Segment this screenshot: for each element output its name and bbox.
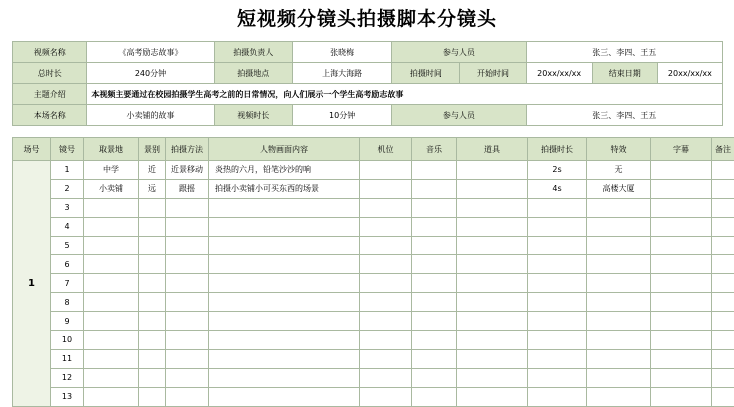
shot-number-cell[interactable]: 5: [51, 236, 84, 255]
table-row: [13, 236, 734, 255]
shot-effects-cell[interactable]: [587, 236, 651, 255]
shot-subtitle-cell[interactable]: [651, 312, 712, 331]
shot-number-cell[interactable]: 6: [51, 255, 84, 274]
shot-method-cell[interactable]: [166, 387, 209, 406]
shot-props-cell[interactable]: [457, 349, 528, 368]
shot-duration-cell[interactable]: [528, 236, 587, 255]
shot-props-cell[interactable]: [457, 255, 528, 274]
shot-number-cell[interactable]: 1: [51, 161, 84, 180]
table-row: [13, 368, 734, 387]
shot-props-cell[interactable]: [457, 331, 528, 350]
header-shot-no: 镜号: [51, 138, 84, 161]
shot-music-cell[interactable]: [412, 161, 457, 180]
shot-props-cell[interactable]: [457, 274, 528, 293]
shot-number-cell[interactable]: 10: [51, 331, 84, 350]
shot-duration-cell[interactable]: [528, 198, 587, 217]
shot-effects-cell[interactable]: [587, 198, 651, 217]
shot-shot-size-cell[interactable]: [139, 255, 166, 274]
shot-content-cell[interactable]: [209, 312, 360, 331]
end-date-label: 结束日期: [592, 63, 657, 84]
shot-music-cell[interactable]: [412, 312, 457, 331]
shot-method-cell[interactable]: [166, 217, 209, 236]
shot-notes-cell[interactable]: [712, 217, 734, 236]
shot-subtitle-cell[interactable]: [651, 255, 712, 274]
header-notes: 备注: [712, 138, 734, 161]
shot-notes-cell[interactable]: [712, 387, 734, 406]
video-name-value[interactable]: 《高考励志故事》: [87, 42, 214, 63]
shot-method-cell[interactable]: [166, 331, 209, 350]
header-scene-no: 场号: [13, 138, 51, 161]
table-row: [13, 161, 734, 180]
shot-subtitle-cell[interactable]: [651, 387, 712, 406]
scene-number-cell[interactable]: 1: [13, 161, 51, 407]
shot-subtitle-cell[interactable]: [651, 349, 712, 368]
participants2-label: 参与人员: [392, 105, 526, 126]
shot-subtitle-cell[interactable]: [651, 236, 712, 255]
shot-shot-size-cell[interactable]: [139, 293, 166, 312]
shot-shot-size-cell[interactable]: [139, 274, 166, 293]
shot-method-cell[interactable]: [166, 312, 209, 331]
shot-content-cell[interactable]: [209, 274, 360, 293]
shot-place-cell[interactable]: [84, 236, 139, 255]
shot-camera-cell[interactable]: [360, 387, 412, 406]
shot-effects-cell[interactable]: [587, 255, 651, 274]
shot-method-cell[interactable]: 跟摇: [166, 179, 209, 198]
shot-content-cell[interactable]: [209, 255, 360, 274]
shot-content-cell[interactable]: [209, 198, 360, 217]
shot-method-cell[interactable]: [166, 236, 209, 255]
shot-number-cell[interactable]: 2: [51, 179, 84, 198]
theme-value[interactable]: 本视频主要通过在校园拍摄学生高考之前的日常情况，向人们展示一个学生高考励志故事: [87, 84, 723, 105]
shot-place-cell[interactable]: [84, 293, 139, 312]
shot-table: [12, 137, 734, 407]
shot-music-cell[interactable]: [412, 274, 457, 293]
shot-method-cell[interactable]: 近景移动: [166, 161, 209, 180]
shot-content-cell[interactable]: [209, 331, 360, 350]
shot-camera-cell[interactable]: [360, 331, 412, 350]
header-effects: 特效: [587, 138, 651, 161]
shot-place-cell[interactable]: 中学: [84, 161, 139, 180]
shot-duration-cell[interactable]: [528, 368, 587, 387]
shot-music-cell[interactable]: [412, 349, 457, 368]
shot-subtitle-cell[interactable]: [651, 161, 712, 180]
theme-label: 主题介绍: [13, 84, 87, 105]
shot-shot-size-cell[interactable]: [139, 368, 166, 387]
total-duration-value[interactable]: 240分钟: [87, 63, 214, 84]
header-method: 拍摄方法: [166, 138, 209, 161]
table-row: [13, 349, 734, 368]
shot-number-cell[interactable]: 7: [51, 274, 84, 293]
shot-effects-cell[interactable]: [587, 387, 651, 406]
shot-music-cell[interactable]: [412, 217, 457, 236]
video-duration-label: 视频时长: [214, 105, 293, 126]
shot-duration-cell[interactable]: [528, 255, 587, 274]
video-name-label: 视频名称: [13, 42, 87, 63]
shot-music-cell[interactable]: [412, 368, 457, 387]
start-time-value[interactable]: 20xx/xx/xx: [526, 63, 592, 84]
shot-subtitle-cell[interactable]: [651, 293, 712, 312]
shot-subtitle-cell[interactable]: [651, 217, 712, 236]
shot-props-cell[interactable]: [457, 387, 528, 406]
table-row: [13, 293, 734, 312]
shot-duration-cell[interactable]: [528, 293, 587, 312]
shot-camera-cell[interactable]: [360, 255, 412, 274]
shot-music-cell[interactable]: [412, 236, 457, 255]
shot-place-cell[interactable]: [84, 198, 139, 217]
scene-name-label: 本场名称: [13, 105, 87, 126]
shot-place-cell[interactable]: [84, 331, 139, 350]
shot-shot-size-cell[interactable]: [139, 387, 166, 406]
shot-props-cell[interactable]: [457, 312, 528, 331]
shot-effects-cell[interactable]: [587, 349, 651, 368]
video-duration-value[interactable]: 10分钟: [293, 105, 392, 126]
shot-content-cell[interactable]: [209, 236, 360, 255]
shot-subtitle-cell[interactable]: [651, 179, 712, 198]
shot-duration-cell[interactable]: [528, 217, 587, 236]
shot-camera-cell[interactable]: [360, 161, 412, 180]
shot-subtitle-cell[interactable]: [651, 368, 712, 387]
shot-number-cell[interactable]: 8: [51, 293, 84, 312]
director-value[interactable]: 张晓梅: [293, 42, 392, 63]
shot-number-cell[interactable]: 11: [51, 349, 84, 368]
shot-number-cell[interactable]: 3: [51, 198, 84, 217]
shot-notes-cell[interactable]: [712, 198, 734, 217]
shot-number-cell[interactable]: 4: [51, 217, 84, 236]
shot-props-cell[interactable]: [457, 293, 528, 312]
end-date-value[interactable]: 20xx/xx/xx: [657, 63, 722, 84]
shot-place-cell[interactable]: [84, 217, 139, 236]
shot-duration-cell[interactable]: [528, 387, 587, 406]
shot-effects-cell[interactable]: [587, 217, 651, 236]
shot-notes-cell[interactable]: [712, 312, 734, 331]
shot-camera-cell[interactable]: [360, 368, 412, 387]
director-label: 拍摄负责人: [214, 42, 293, 63]
shot-props-cell[interactable]: [457, 217, 528, 236]
shot-notes-cell[interactable]: [712, 274, 734, 293]
start-time-label: 开始时间: [460, 63, 526, 84]
shot-camera-cell[interactable]: [360, 179, 412, 198]
shot-effects-cell[interactable]: [587, 368, 651, 387]
shot-content-cell[interactable]: [209, 217, 360, 236]
shot-notes-cell[interactable]: [712, 331, 734, 350]
shot-subtitle-cell[interactable]: [651, 331, 712, 350]
shot-notes-cell[interactable]: [712, 349, 734, 368]
shot-duration-cell[interactable]: [528, 312, 587, 331]
shot-effects-cell[interactable]: [587, 312, 651, 331]
shot-effects-cell[interactable]: [587, 274, 651, 293]
shot-notes-cell[interactable]: [712, 255, 734, 274]
shot-effects-cell[interactable]: 高楼大厦: [587, 179, 651, 198]
shot-place-cell[interactable]: [84, 387, 139, 406]
shot-camera-cell[interactable]: [360, 236, 412, 255]
shot-content-cell[interactable]: [209, 387, 360, 406]
shot-props-cell[interactable]: [457, 236, 528, 255]
shot-music-cell[interactable]: [412, 179, 457, 198]
shot-number-cell[interactable]: 13: [51, 387, 84, 406]
shot-music-cell[interactable]: [412, 255, 457, 274]
shot-effects-cell[interactable]: 无: [587, 161, 651, 180]
shot-method-cell[interactable]: [166, 255, 209, 274]
shot-shot-size-cell[interactable]: [139, 217, 166, 236]
shot-content-cell[interactable]: 炎热的六月，铅笔沙沙的响: [209, 161, 360, 180]
participants-value[interactable]: 张三、李四、王五: [526, 42, 722, 63]
shot-duration-cell[interactable]: 4s: [528, 179, 587, 198]
shot-camera-cell[interactable]: [360, 349, 412, 368]
shot-shot-size-cell[interactable]: [139, 236, 166, 255]
shot-camera-cell[interactable]: [360, 217, 412, 236]
shot-place-cell[interactable]: 小卖铺: [84, 179, 139, 198]
shoot-time-label: 拍摄时间: [392, 63, 460, 84]
header-subtitle: 字幕: [651, 138, 712, 161]
header-music: 音乐: [412, 138, 457, 161]
shot-content-cell[interactable]: [209, 368, 360, 387]
shot-place-cell[interactable]: [84, 349, 139, 368]
total-duration-label: 总时长: [13, 63, 87, 84]
shot-subtitle-cell[interactable]: [651, 198, 712, 217]
shot-props-cell[interactable]: [457, 179, 528, 198]
shot-camera-cell[interactable]: [360, 312, 412, 331]
shot-effects-cell[interactable]: [587, 293, 651, 312]
location-value[interactable]: 上海大海路: [293, 63, 392, 84]
shot-method-cell[interactable]: [166, 293, 209, 312]
shot-props-cell[interactable]: [457, 198, 528, 217]
shot-shot-size-cell[interactable]: 远: [139, 179, 166, 198]
shot-notes-cell[interactable]: [712, 236, 734, 255]
shot-camera-cell[interactable]: [360, 274, 412, 293]
shot-music-cell[interactable]: [412, 293, 457, 312]
header-content: 人物画面内容: [209, 138, 360, 161]
table-row: [13, 255, 734, 274]
shot-place-cell[interactable]: [84, 274, 139, 293]
shot-shot-size-cell[interactable]: 近: [139, 161, 166, 180]
shot-place-cell[interactable]: [84, 312, 139, 331]
shot-table-header: [13, 138, 734, 161]
shot-number-cell[interactable]: 9: [51, 312, 84, 331]
shot-method-cell[interactable]: [166, 349, 209, 368]
table-row: [13, 387, 734, 406]
shot-music-cell[interactable]: [412, 198, 457, 217]
shot-duration-cell[interactable]: [528, 331, 587, 350]
shot-duration-cell[interactable]: [528, 274, 587, 293]
shot-shot-size-cell[interactable]: [139, 349, 166, 368]
shot-subtitle-cell[interactable]: [651, 274, 712, 293]
table-row: [13, 274, 734, 293]
shot-method-cell[interactable]: [166, 198, 209, 217]
shot-method-cell[interactable]: [166, 368, 209, 387]
shot-place-cell[interactable]: [84, 255, 139, 274]
table-row: [13, 179, 734, 198]
info-table: [12, 41, 723, 126]
shot-duration-cell[interactable]: [528, 349, 587, 368]
shot-music-cell[interactable]: [412, 331, 457, 350]
shot-notes-cell[interactable]: [712, 179, 734, 198]
shot-camera-cell[interactable]: [360, 198, 412, 217]
shot-shot-size-cell[interactable]: [139, 331, 166, 350]
shot-camera-cell[interactable]: [360, 293, 412, 312]
shot-effects-cell[interactable]: [587, 331, 651, 350]
shot-props-cell[interactable]: [457, 161, 528, 180]
shot-content-cell[interactable]: [209, 293, 360, 312]
scene-name-value[interactable]: 小卖铺的故事: [87, 105, 214, 126]
shot-shot-size-cell[interactable]: [139, 312, 166, 331]
shot-shot-size-cell[interactable]: [139, 198, 166, 217]
participants2-value[interactable]: 张三、李四、王五: [526, 105, 722, 126]
shot-number-cell[interactable]: 12: [51, 368, 84, 387]
table-row: [13, 331, 734, 350]
shot-method-cell[interactable]: [166, 274, 209, 293]
shot-notes-cell[interactable]: [712, 293, 734, 312]
header-shot-size: 景别: [139, 138, 166, 161]
header-duration: 拍摄时长: [528, 138, 587, 161]
shot-place-cell[interactable]: [84, 368, 139, 387]
shot-props-cell[interactable]: [457, 368, 528, 387]
location-label: 拍摄地点: [214, 63, 293, 84]
table-row: [13, 217, 734, 236]
header-place: 取景地: [84, 138, 139, 161]
header-props: 道具: [457, 138, 528, 161]
header-camera: 机位: [360, 138, 412, 161]
shot-content-cell[interactable]: 拍摄小卖铺小可买东西的场景: [209, 179, 360, 198]
table-row: [13, 198, 734, 217]
shot-duration-cell[interactable]: 2s: [528, 161, 587, 180]
shot-content-cell[interactable]: [209, 349, 360, 368]
shot-music-cell[interactable]: [412, 387, 457, 406]
shot-notes-cell[interactable]: [712, 161, 734, 180]
participants-label: 参与人员: [392, 42, 526, 63]
page-title: 短视频分镜头拍摄脚本分镜头: [0, 4, 734, 34]
table-row: [13, 312, 734, 331]
shot-notes-cell[interactable]: [712, 368, 734, 387]
